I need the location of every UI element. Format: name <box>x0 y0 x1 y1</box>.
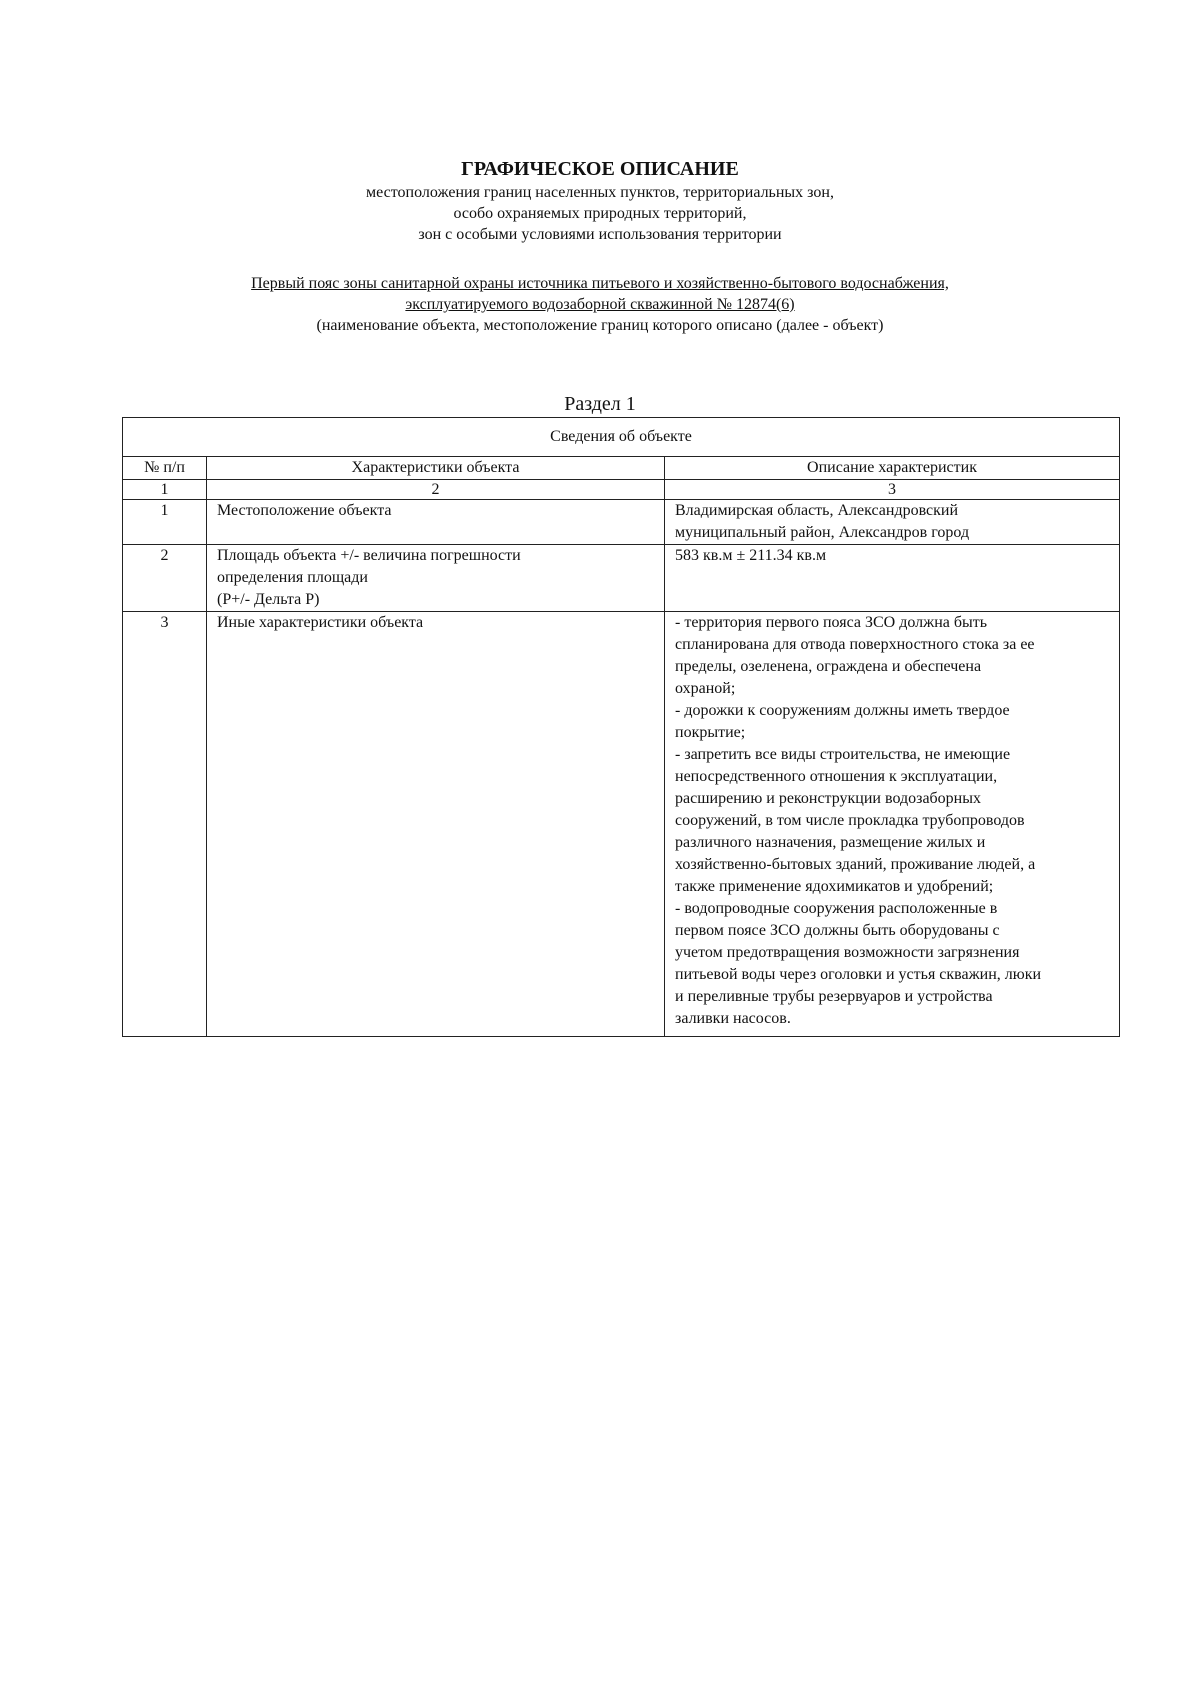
row-description: 583 кв.м ± 211.34 кв.м <box>665 545 1120 612</box>
subtitle-line: особо охраняемых природных территорий, <box>453 205 747 222</box>
table-caption: Сведения об объекте <box>123 418 1120 457</box>
row-number: 1 <box>123 500 207 545</box>
section-label: Раздел 1 <box>564 393 636 415</box>
row-description: - территория первого пояса ЗСО должна быть спланирована для отвода поверхностного стока за ее пределы, озеленена, ограждена и обеспечена охраной; - дорожки к сооружениям должны иметь твердое покрытие; - запретить все виды строительства, не имеющие непосредственного отношения к эксплуатации, расширению и реконструкции водозаборных сооружений, в том числе прокладка трубопроводов различного назначения, размещение жилых и хозяйственно-бытовых зданий, проживание людей, а также применение ядохимикатов и удобрений; - водопроводные сооружения расположенные в первом поясе ЗСО должны быть оборудованы с учетом предотвращения возможности загрязнения питьевой воды через оголовки и устья скважин, люки и переливные трубы резервуаров и устройства заливки насосов. <box>665 612 1120 1037</box>
object-name-line: Первый пояс зоны санитарной охраны источника питьевого и хозяйственно-бытового водоснабжения, <box>251 275 949 292</box>
row-number: 3 <box>123 612 207 1037</box>
column-number: 2 <box>207 480 665 500</box>
table-row <box>123 612 1120 1037</box>
row-characteristic: Площадь объекта +/- величина погрешности определения площади (Р+/- Дельта Р) <box>207 545 665 612</box>
object-info-table <box>122 417 1120 1037</box>
table-row <box>123 545 1120 612</box>
subtitle-line: местоположения границ населенных пунктов, территориальных зон, <box>366 184 834 201</box>
table-caption-row <box>123 418 1120 457</box>
table-row <box>123 500 1120 545</box>
document-title: ГРАФИЧЕСКОЕ ОПИСАНИЕ <box>461 158 739 180</box>
document-header <box>0 156 1200 245</box>
column-header-number: № п/п <box>123 457 207 480</box>
object-name-line: эксплуатируемого водозаборной скважинной № 12874(6) <box>405 296 795 313</box>
row-characteristic: Местоположение объекта <box>207 500 665 545</box>
object-name-block <box>0 273 1200 336</box>
row-description: Владимирская область, Александровский муниципальный район, Александров город <box>665 500 1120 545</box>
column-header-characteristic: Характеристики объекта <box>207 457 665 480</box>
object-caption: (наименование объекта, местоположение границ которого описано (далее - объект) <box>316 317 884 334</box>
column-number-row <box>123 480 1120 500</box>
subtitle-line: зон с особыми условиями использования территории <box>418 226 782 243</box>
column-header-description: Описание характеристик <box>665 457 1120 480</box>
table-header-row <box>123 457 1120 480</box>
column-number: 1 <box>123 480 207 500</box>
column-number: 3 <box>665 480 1120 500</box>
row-characteristic: Иные характеристики объекта <box>207 612 665 1037</box>
row-number: 2 <box>123 545 207 612</box>
